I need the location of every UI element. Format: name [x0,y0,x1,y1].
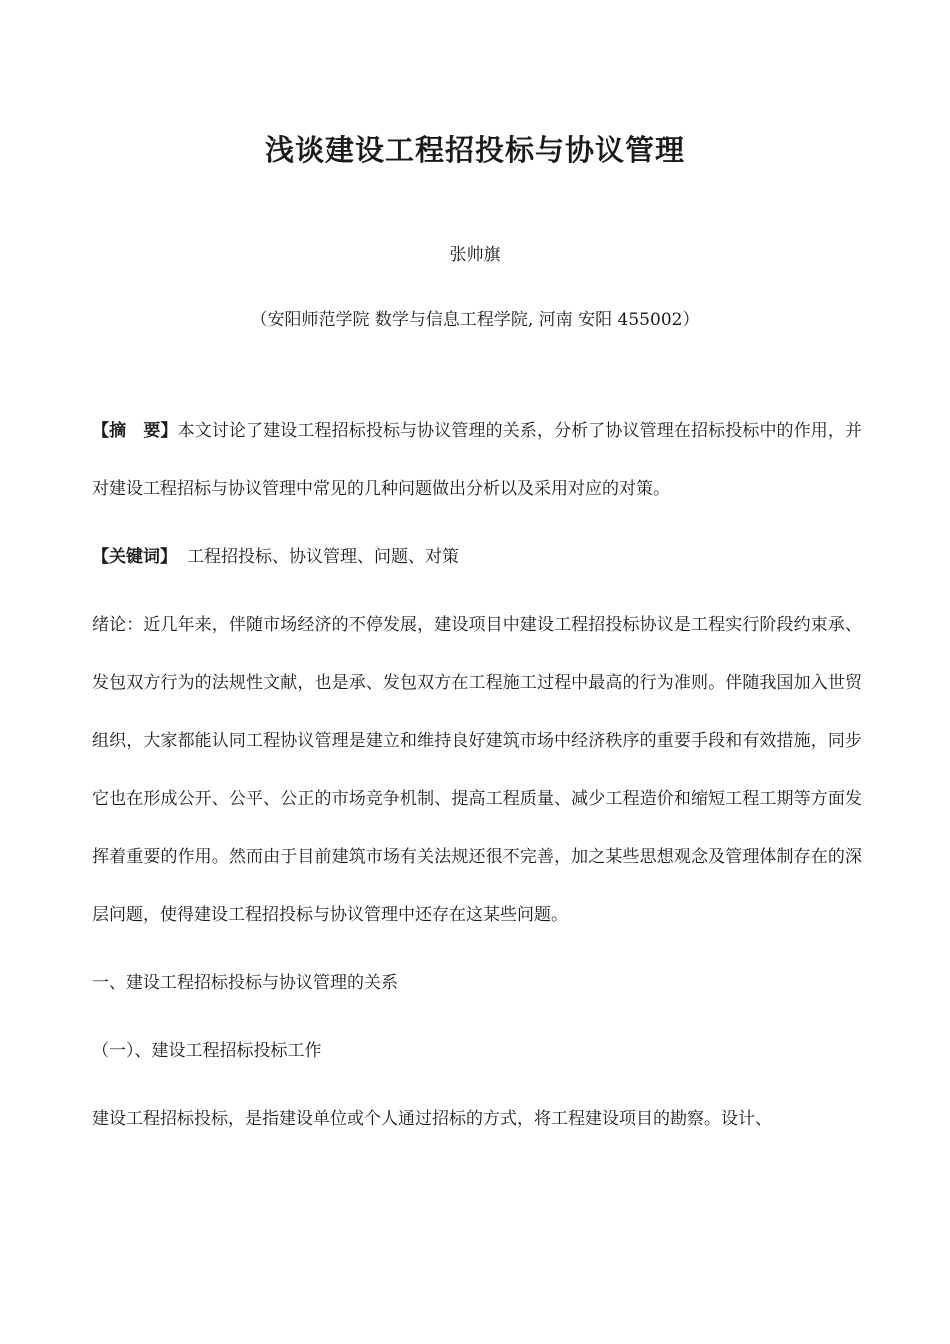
keywords-paragraph [92,528,862,586]
abstract-text: 本文讨论了建设工程招标投标与协议管理的关系，分析了协议管理在招标投标中的作用，并对建设工程招标与协议管理中常见的几种问题做出分析以及采用对应的对策。 [92,421,863,499]
section-heading: 一、建设工程招标投标与协议管理的关系 [92,973,398,993]
author-name: 张帅旗 [449,245,501,265]
subsection-heading: （一）、建设工程招标投标工作 [92,1041,322,1061]
abstract-label: 【摘 要】 [92,421,178,441]
paper-body [92,402,862,1158]
abstract-paragraph [92,402,862,518]
keywords-label: 【关键词】 [92,547,177,567]
author-affiliation: （安阳师范学院 数学与信息工程学院, 河南 安阳 455002） [250,310,700,330]
paper-title: 浅谈建设工程招投标与协议管理 [264,133,685,167]
keywords-text: 工程招投标、协议管理、问题、对策 [187,547,459,567]
intro-paragraph: 绪论：近几年来，伴随市场经济的不停发展，建设项目中建设工程招投标协议是工程实行阶段约束承、发包双方行为的法规性文献，也是承、发包双方在工程施工过程中最高的行为准则。伴随我国加入世贸组织，大家都能认同工程协议管理是建立和维持良好建筑市场中经济秩序的重要手段和有效措施，同步它也在形成公开、公平、公正的市场竞争机制、提高工程质量、减少工程造价和缩短工程工期等方面发挥着重要的作用。然而由于目前建筑市场有关法规还很不完善，加之某些思想观念及管理体制存在的深层问题，使得建设工程招投标与协议管理中还存在这某些问题。 [92,615,862,925]
body-paragraph: 建设工程招标投标，是指建设单位或个人通过招标的方式，将工程建设项目的勘察。设计、 [92,1109,772,1129]
